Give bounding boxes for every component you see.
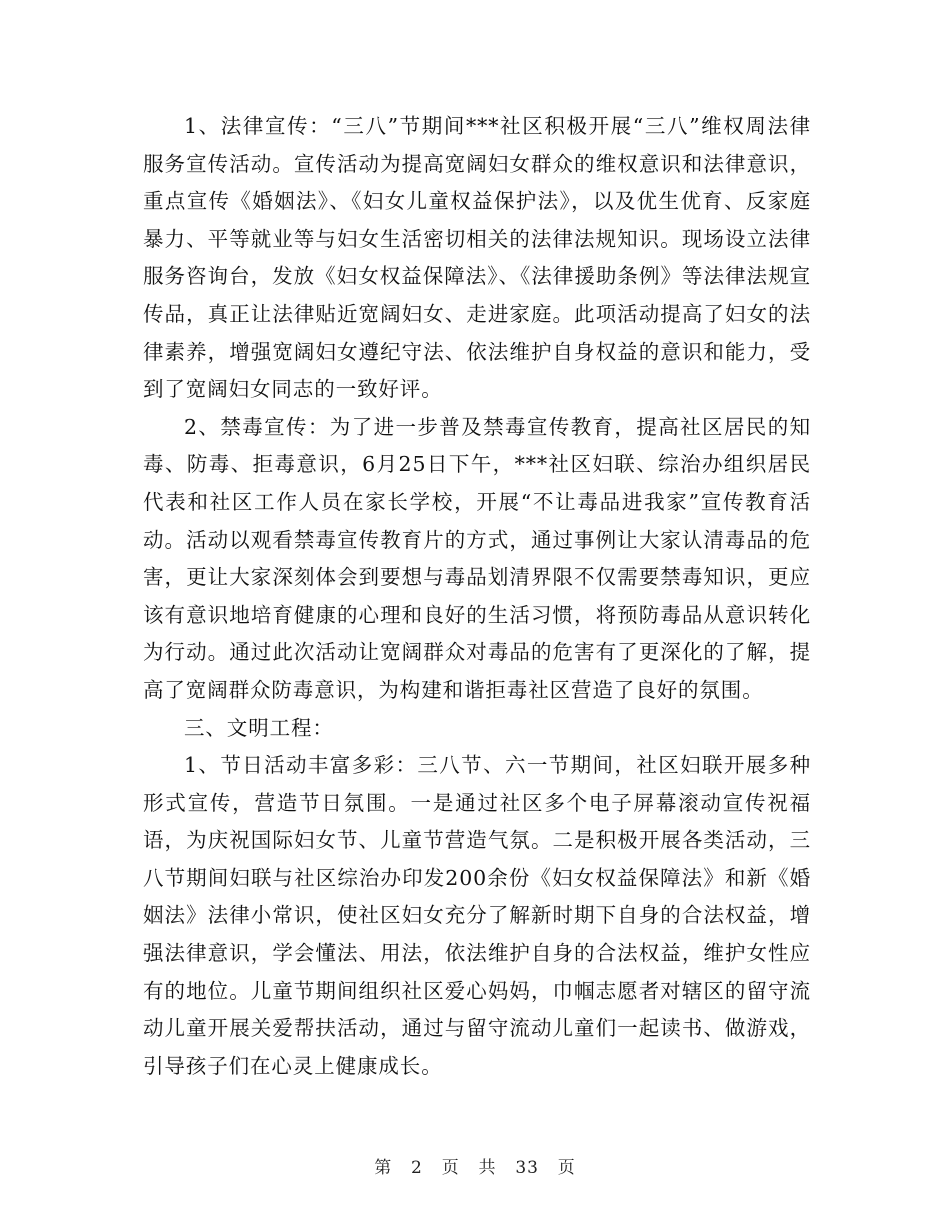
paragraph-anti-drug-publicity: 2、禁毒宣传：为了进一步普及禁毒宣传教育，提高社区居民的知毒、防毒、拒毒意识，6月25日下午，***社区妇联、综治办组织居民代表和社区工作人员在家长学校，开展“不让毒品进我家”宣传教育活动。活动以观看禁毒宣传教育片的方式，通过事例让大家认清毒品的危害，更让大家深刻体会到要想与毒品划清界限不仅需要禁毒知识，更应该有意识地培育健康的心理和良好的生活习惯，将预防毒品从意识转化为行动。通过此次活动让宽阔群众对毒品的危害有了更深化的了解，提高了宽阔群众防毒意识，为构建和谐拒毒社区营造了良好的氛围。 [143,414,811,702]
paragraph-holiday-activities: 1、节日活动丰富多彩：三八节、六一节期间，社区妇联开展多种形式宣传，营造节日氛围。一是通过社区多个电子屏幕滚动宣传祝福语，为庆祝国际妇女节、儿童节营造气氛。二是积极开展各类活动，三八节期间妇联与社区综治办印发200余份《妇女权益保障法》和新《婚姻法》法律小常识，使社区妇女充分了解新时期下自身的合法权益，增强法律意识，学会懂法、用法，依法维护自身的合法权益，维护女性应有的地位。儿童节期间组织社区爱心妈妈，巾帼志愿者对辖区的留守流动儿童开展关爱帮扶活动，通过与留守流动儿童们一起读书、做游戏，引导孩子们在心灵上健康成长。 [143,753,811,1078]
footer-prefix: 第 [374,1158,393,1178]
paragraph-legal-publicity: 1、法律宣传：“三八”节期间***社区积极开展“三八”维权周法律服务宣传活动。宣传活动为提高宽阔妇女群众的维权意识和法律意识，重点宣传《婚姻法》、《妇女儿童权益保护法》，以及优生优育、反家庭暴力、平等就业等与妇女生活密切相关的法律法规知识。现场设立法律服务咨询台，发放《妇女权益保障法》、《法律援助条例》等法律法规宣传品，真正让法律贴近宽阔妇女、走进家庭。此项活动提高了妇女的法律素养，增强宽阔妇女遵纪守法、依法维护自身权益的意识和能力，受到了宽阔妇女同志的一致好评。 [143,114,811,402]
page-footer [0,1153,950,1178]
section-heading-civilization-project: 三、文明工程： [184,715,334,740]
footer-suffix: 页 [557,1158,576,1178]
footer-page-unit: 页 [441,1158,460,1178]
footer-total-label: 共 [478,1158,497,1178]
document-body [143,108,811,1085]
footer-current-page: 2 [411,1158,423,1178]
footer-total-pages: 33 [515,1158,539,1178]
